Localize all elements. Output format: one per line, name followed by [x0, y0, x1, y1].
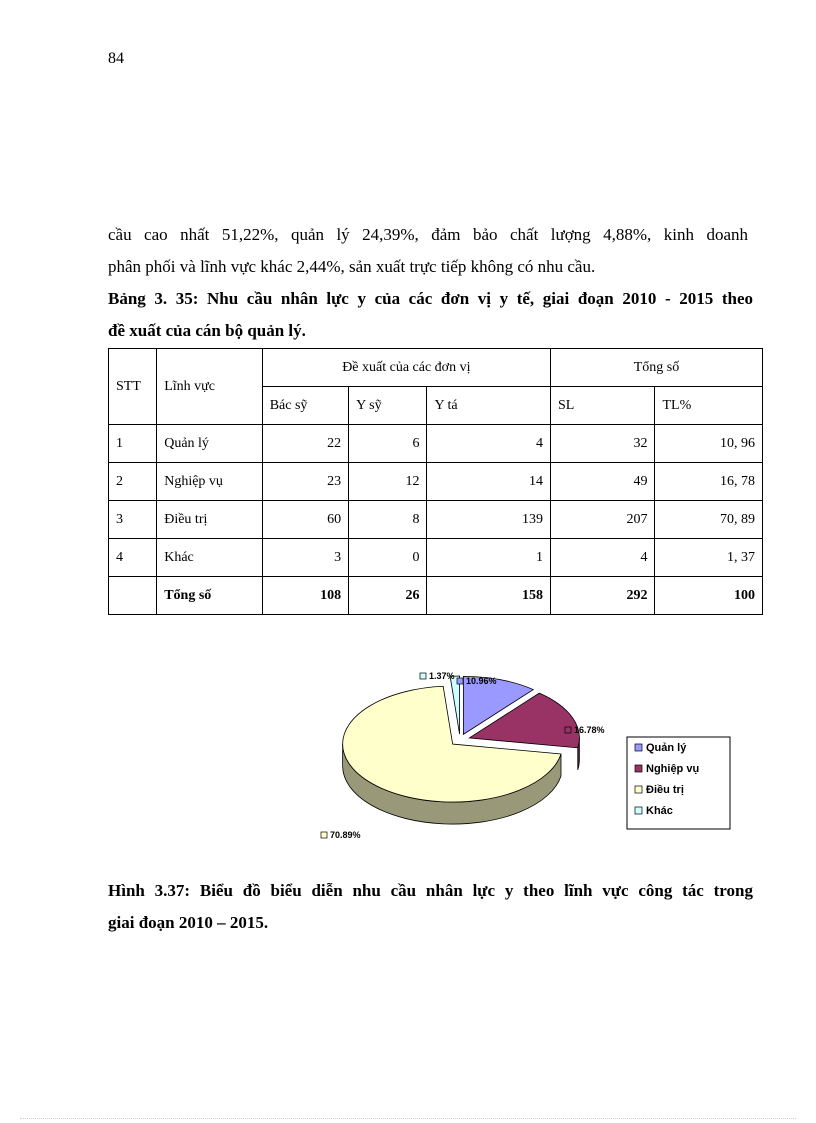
cell-assistant: 12 [349, 463, 427, 501]
cell-tl: 16, 78 [655, 463, 763, 501]
header-total-group: Tổng số [551, 349, 763, 387]
table-title-line-2: đề xuất của cán bộ quản lý. [108, 321, 306, 340]
data-label-nghiep-vu: 16.78% [574, 725, 605, 735]
legend-item-dieu-tri: Điều trị [646, 784, 684, 796]
legend-swatch [635, 807, 642, 814]
data-label-quan-ly: 10.96% [466, 676, 497, 686]
legend-swatch [635, 786, 642, 793]
data-label-khac: 1.37% [429, 671, 455, 681]
data-label-swatch [457, 678, 463, 684]
table-row [109, 501, 763, 539]
cell-stt: 2 [109, 463, 157, 501]
cell-sl: 292 [551, 577, 655, 615]
paragraph-line-2: phân phối và lĩnh vực khác 2,44%, sản xuất trực tiếp không có nhu cầu. [108, 257, 596, 276]
cell-stt: 1 [109, 425, 157, 463]
table-title [108, 283, 753, 347]
figure-caption-line-1: Hình 3.37: Biểu đồ biểu diễn nhu cầu nhân lực y theo lĩnh vực công tác trong [108, 881, 753, 900]
legend-swatch [635, 744, 642, 751]
figure-caption-line-2: giai đoạn 2010 – 2015. [108, 913, 269, 932]
cell-sl: 4 [551, 539, 655, 577]
table-row [109, 425, 763, 463]
cell-stt: 4 [109, 539, 157, 577]
cell-doctor: 3 [262, 539, 348, 577]
header-sl: SL [551, 387, 655, 425]
cell-stt: 3 [109, 501, 157, 539]
cell-assistant: 8 [349, 501, 427, 539]
header-nurse: Y tá [427, 387, 551, 425]
cell-nurse: 4 [427, 425, 551, 463]
legend-item-khac: Khác [646, 805, 673, 817]
cell-tl: 70, 89 [655, 501, 763, 539]
page-number: 84 [108, 50, 124, 67]
cell-nurse: 158 [427, 577, 551, 615]
header-stt: STT [109, 349, 157, 425]
paragraph-line-1: cầu cao nhất 51,22%, quản lý 24,39%, đảm bảo chất lượng 4,88%, kinh doanh [108, 225, 748, 244]
chart-legend [627, 737, 730, 829]
header-field: Lĩnh vực [157, 349, 262, 425]
cell-sl: 32 [551, 425, 655, 463]
pie-slices [343, 676, 580, 824]
cell-nurse: 1 [427, 539, 551, 577]
cell-doctor: 60 [262, 501, 348, 539]
cell-doctor: 108 [262, 577, 348, 615]
header-doctor: Bác sỹ [262, 387, 348, 425]
header-assistant: Y sỹ [349, 387, 427, 425]
cell-assistant: 6 [349, 425, 427, 463]
staffing-table [108, 348, 763, 615]
cell-stt [109, 577, 157, 615]
cell-doctor: 22 [262, 425, 348, 463]
cell-field: Tổng số [157, 577, 262, 615]
cell-tl: 10, 96 [655, 425, 763, 463]
header-proposal-group: Đề xuất của các đơn vị [262, 349, 550, 387]
legend-item-nghiep-vu: Nghiệp vụ [646, 763, 700, 775]
figure-caption [108, 875, 753, 939]
page-bottom-divider [20, 1118, 796, 1119]
header-tl: TL% [655, 387, 763, 425]
data-label-swatch [321, 832, 327, 838]
cell-tl: 1, 37 [655, 539, 763, 577]
table-header-row-1 [109, 349, 763, 387]
cell-field: Quản lý [157, 425, 262, 463]
table-total-row [109, 577, 763, 615]
pie-chart [300, 665, 740, 850]
legend-swatch [635, 765, 642, 772]
data-label-swatch [565, 727, 571, 733]
cell-field: Khác [157, 539, 262, 577]
data-label-swatch [420, 673, 426, 679]
cell-sl: 207 [551, 501, 655, 539]
body-paragraph [108, 219, 748, 283]
pie-slice-khac [450, 676, 459, 734]
cell-tl: 100 [655, 577, 763, 615]
cell-sl: 49 [551, 463, 655, 501]
cell-assistant: 0 [349, 539, 427, 577]
cell-nurse: 14 [427, 463, 551, 501]
table-title-line-1: Bảng 3. 35: Nhu cầu nhân lực y của các đơn vị y tế, giai đoạn 2010 - 2015 theo [108, 289, 753, 308]
table-row [109, 463, 763, 501]
cell-field: Nghiệp vụ [157, 463, 262, 501]
data-label-dieu-tri: 70.89% [330, 830, 361, 840]
cell-doctor: 23 [262, 463, 348, 501]
cell-field: Điều trị [157, 501, 262, 539]
cell-assistant: 26 [349, 577, 427, 615]
cell-nurse: 139 [427, 501, 551, 539]
legend-item-quan-ly: Quản lý [646, 742, 687, 754]
table-row [109, 539, 763, 577]
